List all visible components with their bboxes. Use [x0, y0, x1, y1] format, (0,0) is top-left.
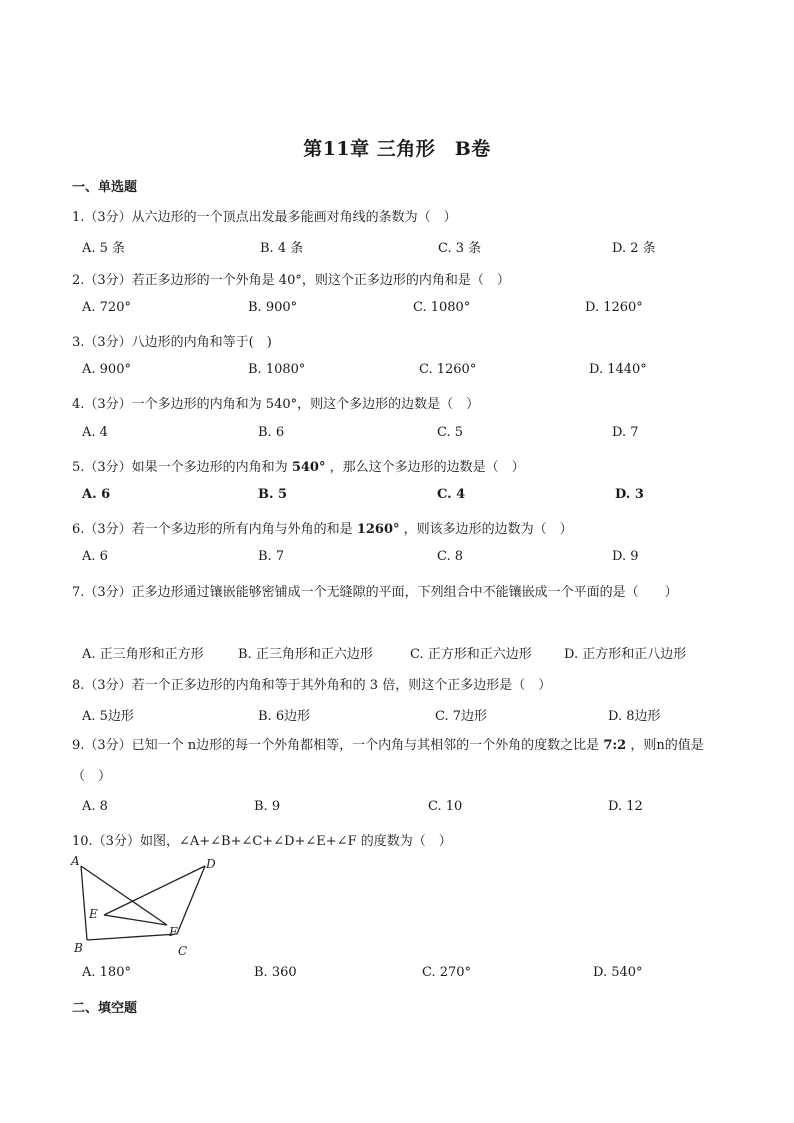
option-a: A. 5 条	[82, 241, 126, 256]
question-7-stem: 7.（3分）正多边形通过镶嵌能够密铺成一个无缝隙的平面，下列组合中不能镶嵌成一个平面的是（ ）	[72, 585, 678, 600]
question-9-options	[82, 799, 722, 817]
question-3-options	[82, 362, 722, 380]
question-5-stem-text-end: ，那么这个多边形的边数是（ ）	[329, 460, 525, 475]
option-a: A. 6	[82, 487, 111, 502]
question-5-stem	[72, 456, 525, 475]
question-1-options	[82, 237, 722, 255]
option-a: A. 900°	[82, 362, 131, 377]
option-b: B. 正三角形和正六边形	[238, 647, 373, 662]
vertex-label-a: A	[71, 854, 80, 868]
question-6-stem	[72, 518, 573, 537]
option-d: D. 9	[612, 549, 639, 564]
section-heading-single-choice: 一、单选题	[72, 180, 138, 195]
question-6-stem-text-end: ，则该多边形的边数为（ ）	[403, 522, 573, 537]
option-d: D. 540°	[593, 965, 643, 980]
page-title: 第11章 三角形 B卷	[303, 138, 491, 160]
option-b: B. 1080°	[248, 362, 306, 377]
option-a: A. 720°	[82, 300, 131, 315]
question-7-options	[82, 643, 722, 661]
vertex-label-c: C	[178, 944, 188, 958]
question-6-stem-text: 6.（3分）若一个多边形的所有内角与外角的和是	[72, 522, 353, 537]
option-c: C. 4	[437, 487, 466, 502]
question-5-stem-math: 540°	[291, 460, 326, 475]
question-5-options	[82, 487, 722, 505]
option-b: B. 9	[254, 799, 281, 814]
line-ef	[104, 915, 167, 925]
option-a: A. 8	[82, 799, 108, 814]
question-9-stem-text: 9.（3分）已知一个 n边形的每一个外角都相等，一个内角与其相邻的一个外角的度数之比是	[72, 738, 600, 753]
question-1-stem: 1.（3分）从六边形的一个顶点出发最多能画对角线的条数为（ ）	[72, 210, 457, 225]
question-4-stem: 4.（3分）一个多边形的内角和为 540°，则这个多边形的边数是（ ）	[72, 397, 480, 412]
option-d: D. 正方形和正八边形	[564, 647, 687, 662]
option-c: C. 10	[428, 799, 463, 814]
line-de	[104, 866, 205, 915]
option-d: D. 3	[615, 487, 644, 502]
section-heading-fill-blank: 二、填空题	[72, 1001, 138, 1016]
option-b: B. 4 条	[260, 241, 304, 256]
question-9-stem-math: 7:2	[603, 738, 627, 753]
option-c: C. 1080°	[413, 300, 471, 315]
question-2-options	[82, 300, 722, 318]
question-3-stem: 3.（3分）八边形的内角和等于( )	[72, 335, 272, 350]
option-b: B. 360	[254, 965, 297, 980]
vertex-label-f: F	[169, 925, 178, 939]
line-cd	[177, 866, 205, 934]
option-a: A. 180°	[82, 965, 131, 980]
question-9-stem	[72, 730, 732, 792]
question-6-options	[82, 549, 722, 567]
option-a: A. 正三角形和正方形	[82, 647, 204, 662]
option-c: C. 1260°	[419, 362, 477, 377]
option-a: A. 6	[82, 549, 108, 564]
option-d: D. 8边形	[608, 709, 661, 724]
option-b: B. 6边形	[258, 709, 311, 724]
polygon-figure	[68, 852, 218, 960]
option-d: D. 2 条	[612, 241, 656, 256]
option-c: C. 3 条	[438, 241, 482, 256]
option-a: A. 4	[82, 425, 108, 440]
question-9-stem-text-end: ，则n的值是（ ）	[72, 738, 704, 784]
option-d: D. 1260°	[585, 300, 643, 315]
option-b: B. 900°	[248, 300, 298, 315]
line-ab	[81, 866, 87, 940]
option-c: C. 5	[437, 425, 464, 440]
question-6-stem-math: 1260°	[356, 522, 400, 537]
question-4-options	[82, 425, 722, 443]
option-b: B. 6	[258, 425, 285, 440]
option-c: C. 正方形和正六边形	[410, 647, 532, 662]
question-2-stem: 2.（3分）若正多边形的一个外角是 40°，则这个正多边形的内角和是（ ）	[72, 273, 510, 288]
option-d: D. 1440°	[589, 362, 647, 377]
question-10-stem: 10.（3分）如图，∠A+∠B+∠C+∠D+∠E+∠F 的度数为（ ）	[72, 834, 452, 849]
vertex-label-b: B	[74, 941, 83, 955]
option-b: B. 7	[258, 549, 285, 564]
line-bc	[87, 934, 177, 940]
question-5-stem-text: 5.（3分）如果一个多边形的内角和为	[72, 460, 288, 475]
vertex-label-d: D	[206, 857, 216, 871]
option-d: D. 7	[612, 425, 639, 440]
option-a: A. 5边形	[82, 709, 134, 724]
question-8-stem: 8.（3分）若一个正多边形的内角和等于其外角和的 3 倍，则这个正多边形是（ ）	[72, 678, 552, 693]
question-10-options	[82, 965, 722, 983]
vertex-label-e: E	[89, 907, 98, 921]
option-d: D. 12	[608, 799, 643, 814]
option-c: C. 270°	[422, 965, 472, 980]
option-b: B. 5	[258, 487, 288, 502]
figure-lines	[81, 866, 205, 940]
option-c: C. 8	[437, 549, 464, 564]
option-c: C. 7边形	[435, 709, 488, 724]
question-8-options	[82, 705, 722, 723]
